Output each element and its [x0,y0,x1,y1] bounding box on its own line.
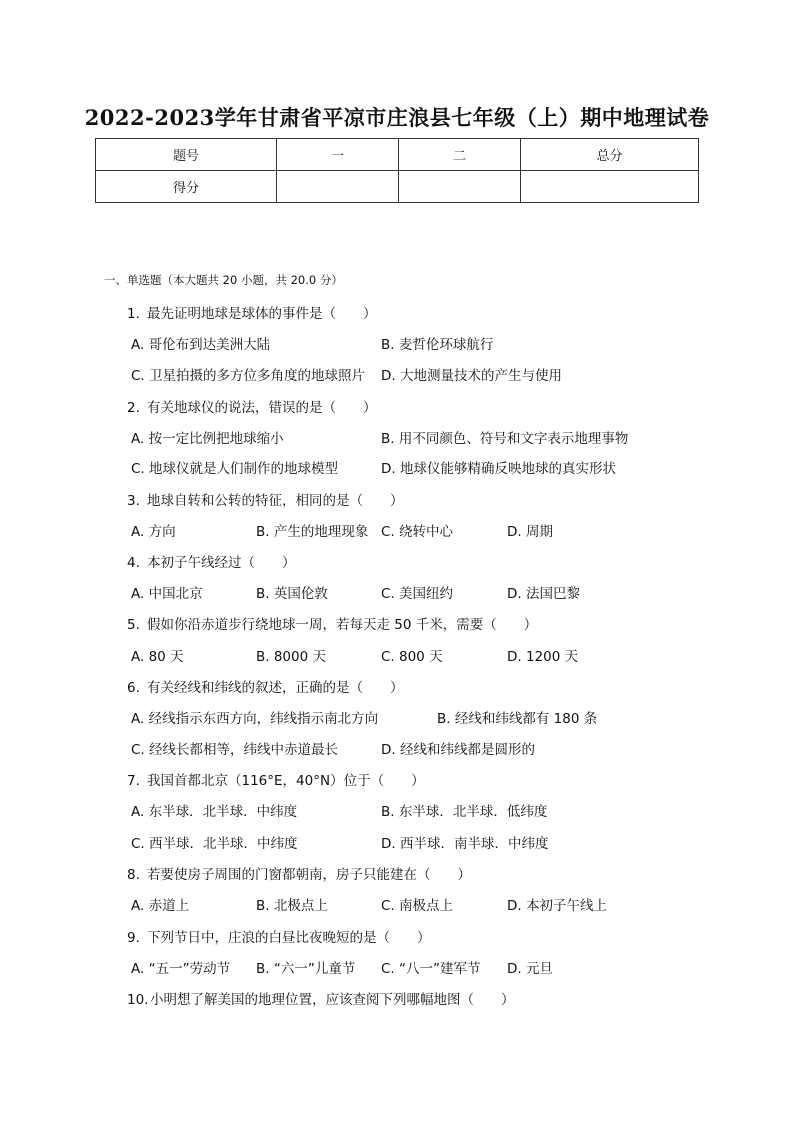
question-number: 5. [127,617,140,633]
option: D. 大地测量技术的产生与使用 [381,368,562,384]
score-cell: 总分 [521,139,699,171]
question-number: 4. [127,555,140,571]
score-input-cell [399,171,521,203]
option: D. 1200 天 [507,649,579,665]
option: D. 西半球．南半球．中纬度 [381,836,549,852]
question-text: 若要使房子周围的门窗都朝南，房子只能建在（ ） [147,867,471,883]
score-cell: 二 [399,139,521,171]
question-number: 1. [127,306,140,322]
option: B. “六一”儿童节 [256,961,356,977]
option: A. 方向 [131,524,176,540]
option: A. 中国北京 [131,586,203,602]
question-stem [127,863,471,883]
question-stem [127,988,515,1008]
question-stem [127,396,377,416]
option: A. 按一定比例把地球缩小 [131,431,284,447]
score-table [95,138,699,203]
option: C. 绕转中心 [381,524,454,540]
option: D. 周期 [507,524,553,540]
option: C. 卫星拍摄的多方位多角度的地球照片 [131,368,366,384]
question-number: 2. [127,400,140,416]
question-text: 我国首都北京（116°E，40°N）位于（ ） [147,773,425,789]
section-heading: 一、单选题（本大题共 20 小题，共 20.0 分） [104,273,343,287]
score-input-cell [521,171,699,203]
question-number: 3. [127,493,140,509]
score-cell: 得分 [96,171,277,203]
question-text: 有关经线和纬线的叙述，正确的是（ ） [147,680,404,696]
question-stem [127,769,425,789]
question-stem [127,613,537,633]
option: C. 西半球．北半球．中纬度 [131,836,298,852]
option: C. 地球仪就是人们制作的地球模型 [131,461,339,477]
option: A. 赤道上 [131,898,190,914]
option: C. 经线长都相等，纬线中赤道最长 [131,742,339,758]
question-text: 假如你沿赤道步行绕地球一周，若每天走 50 千米，需要（ ） [147,617,538,633]
option: D. 法国巴黎 [507,586,580,602]
option: D. 经线和纬线都是圆形的 [381,742,535,758]
question-text: 下列节日中，庄浪的白昼比夜晚短的是（ ） [147,930,431,946]
option: C. 800 天 [381,649,443,665]
option: B. 北极点上 [256,898,328,914]
option: C. 南极点上 [381,898,454,914]
score-input-cell [277,171,399,203]
question-number: 9. [127,930,140,946]
question-text: 地球自转和公转的特征，相同的是（ ） [147,493,404,509]
question-number: 8. [127,867,140,883]
option: B. 英国伦敦 [256,586,328,602]
option: A. 哥伦布到达美洲大陆 [131,337,271,353]
option: C. 美国纽约 [381,586,454,602]
score-cell: 一 [277,139,399,171]
question-text: 小明想了解美国的地理位置，应该查阅下列哪幅地图（ ） [150,992,515,1008]
question-number: 10. [127,992,149,1008]
score-table-header-row [96,139,699,171]
option: D. 元旦 [507,961,553,977]
question-text: 有关地球仪的说法，错误的是（ ） [147,400,377,416]
question-text: 本初子午线经过（ ） [147,555,296,571]
option: D. 本初子午线上 [507,898,607,914]
option: B. 8000 天 [256,649,326,665]
option: B. 东半球．北半球．低纬度 [381,804,548,820]
question-number: 7. [127,773,140,789]
question-stem [127,302,377,322]
exam-title: 2022-2023学年甘肃省平凉市庄浪县七年级（上）期中地理试卷 [84,105,710,130]
option: A. 经线指示东西方向，纬线指示南北方向 [131,711,379,727]
option: C. “八一”建军节 [381,961,481,977]
question-stem [127,676,404,696]
option: A. 80 天 [131,649,184,665]
option: B. 经线和纬线都有 180 条 [437,711,598,727]
option: A. 东半球．北半球．中纬度 [131,804,298,820]
option: B. 用不同颜色、符号和文字表示地理事物 [381,431,629,447]
option: B. 产生的地理现象 [256,524,369,540]
score-cell: 题号 [96,139,277,171]
score-table-score-row [96,171,699,203]
question-stem [127,551,296,571]
option: D. 地球仪能够精确反映地球的真实形状 [381,461,616,477]
question-number: 6. [127,680,140,696]
question-stem [127,926,431,946]
option: A. “五一”劳动节 [131,961,231,977]
question-stem [127,489,404,509]
question-text: 最先证明地球是球体的事件是（ ） [147,306,377,322]
option: B. 麦哲伦环球航行 [381,337,494,353]
